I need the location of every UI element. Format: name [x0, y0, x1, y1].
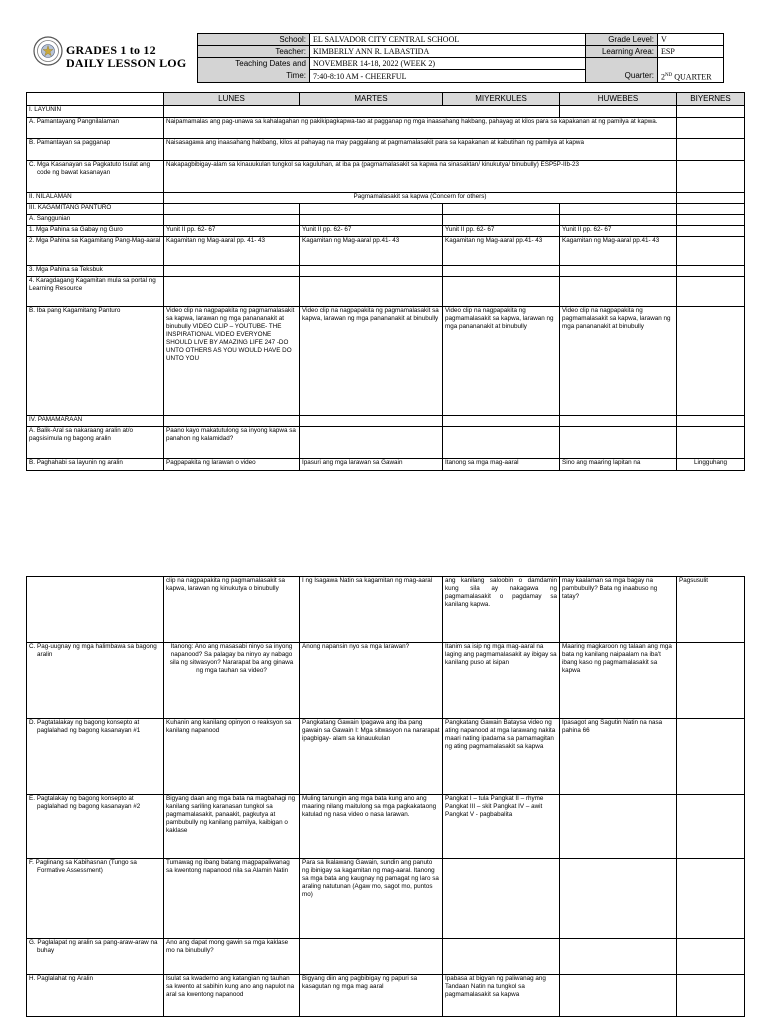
kasanayan-text: Nakapagbibigay-alam sa kinauukulan tungkol sa kaguluhan, at iba pa (pagmamalasakit sa kapwa na sinasaktan/ kinukutya/ binubully) ESP5P-IIb-23	[164, 161, 677, 193]
table-cell	[677, 859, 745, 939]
empty-cell	[300, 266, 443, 277]
row-label-sanggunian: A. Sanggunian	[27, 215, 164, 226]
table-cell	[443, 859, 560, 939]
table-cell: Itanong: Ano ang masasabi ninyo sa inyong napanood? Sa palagay ba ninyo ay nabago sila ng sitwasyon? Nararapat ba ang ginawa ng mga tauhan sa video?	[164, 643, 300, 719]
grade-level-value: V	[658, 34, 724, 46]
table-cell	[677, 939, 745, 975]
table-cell	[443, 939, 560, 975]
day-header-biyernes: BIYERNES	[677, 93, 745, 106]
empty-cell	[677, 277, 745, 307]
empty-cell	[677, 106, 745, 118]
empty-cell	[164, 416, 300, 427]
quarter-label-spacer	[586, 58, 658, 70]
table-cell	[677, 226, 745, 237]
empty-cell	[677, 139, 745, 161]
school-label: School:	[198, 34, 310, 46]
empty-cell	[164, 204, 300, 215]
table-cell: Pangkat I – tula Pangkat II – rhyme Pangkat III – skit Pangkat IV – awit Pangkat V - pagbabalita	[443, 795, 560, 859]
row-label-kasanayan: C. Mga Kasanayan sa Pagkatuto Isulat ang code ng bawat kasanayan	[27, 161, 164, 193]
table-cell: Yunit II pp. 62- 67	[164, 226, 300, 237]
table-cell	[677, 643, 745, 719]
table-cell: Yunit II pp. 62- 67	[300, 226, 443, 237]
teacher-label: Teacher:	[198, 46, 310, 58]
pamantayang-pangnilalaman-text: Naipamamalas ang pag-unawa sa kahalagahan ng pakikipagkapwa-tao at pagganap ng mga inaasahang hakbang, pahayag at kilos para sa kapakanan at ng pamilya at kapwa.	[164, 118, 677, 139]
row-label-nilalaman: II. NILALAMAN	[27, 193, 164, 204]
table-cell	[560, 859, 677, 939]
table-cell: I ng Isagawa Natin sa kagamitan ng mag-aaral	[300, 577, 443, 643]
empty-cell	[443, 266, 560, 277]
table-cell	[300, 427, 443, 459]
table-cell: Itanim sa isip ng mga mag-aaral na laging ang pagmamalasakit ay ibigay sa kanilang puso at isipan	[443, 643, 560, 719]
school-value: EL SALVADOR CITY CENTRAL SCHOOL	[310, 34, 586, 46]
empty-cell	[164, 106, 560, 118]
day-header-lunes: LUNES	[164, 93, 300, 106]
row-label-teksbuk: 3. Mga Pahina sa Teksbuk	[27, 266, 164, 277]
row-label-pagtatalakay-1: D. Pagtatalakay ng bagong konsepto at paglalahad ng bagong kasanayan #1	[27, 719, 164, 795]
learning-area-value: ESP	[658, 46, 724, 58]
table-cell: Pagpapakita ng larawan o video	[164, 459, 300, 471]
day-header-miyerkules: MIYERKULES	[443, 93, 560, 106]
table-cell	[300, 939, 443, 975]
table-cell	[560, 939, 677, 975]
table-cell	[677, 427, 745, 459]
empty-cell	[300, 416, 443, 427]
page-2	[0, 512, 768, 1024]
table-cell	[560, 427, 677, 459]
table-cell: Kagamitan ng Mag-aaral pp.41- 43	[443, 237, 560, 266]
empty-cell	[560, 266, 677, 277]
quarter-value-spacer	[658, 58, 724, 70]
corner-cell	[27, 93, 164, 106]
empty-cell	[677, 161, 745, 193]
quarter-number: 2	[661, 72, 665, 82]
table-cell: Pagsusulit	[677, 577, 745, 643]
table-cell	[677, 975, 745, 1017]
form-title-line1: GRADES 1 to 12	[66, 43, 156, 57]
row-label-pag-uugnay: C. Pag-uugnay ng mga halimbawa sa bagong aralin	[27, 643, 164, 719]
table-cell: Ano ang dapat mong gawin sa mga kaklase mo na binubully?	[164, 939, 300, 975]
row-label-paglinang: F. Paglinang sa Kabihasnan (Tungo sa Formative Assessment)	[27, 859, 164, 939]
time-label: Time:	[198, 70, 310, 83]
empty-cell	[443, 215, 560, 226]
table-cell: Video clip na nagpapakita ng pagmamalasakit sa kapwa, larawan ng mga panananakit at binubully	[560, 307, 677, 416]
row-label-kagamitang-pang-mag-aaral: 2. Mga Pahina sa Kagamitang Pang-Mag-aaral	[27, 237, 164, 266]
row-label-iba-pang-kagamitan: B. Iba pang Kagamitang Panturo	[27, 307, 164, 416]
table-cell: Itanong sa mga mag-aaral	[443, 459, 560, 471]
table-cell: Muling tanungin ang mga bata kung ano ang maaring nilang maitulong sa mga pagkakataong katulad ng nasa video o nasa larawan.	[300, 795, 443, 859]
table-cell: Yunit II pp. 62- 67	[560, 226, 677, 237]
table-cell: Para sa Ikalawang Gawain, sundin ang panuto ng ibinigay sa kagamitan ng mag-aaral. Itanong sa mga bata ang kaugnay ng pamagat ng laro sa araling natutunan (Agaw mo, sagot mo, puntos mo)	[300, 859, 443, 939]
table-cell: Pangkatang Gawain Ipagawa ang iba pang gawain sa Gawain I: Mga sitwasyon na nararapat ipagbigay- alam sa kinauukulan	[300, 719, 443, 795]
empty-cell	[560, 215, 677, 226]
lesson-log-table-page2	[26, 576, 745, 1017]
section-layunin: I. LAYUNIN	[27, 106, 164, 118]
table-cell: ang kanilang saloobin o damdamin kung sila ay nakagawa ng pagmamalasakit o pagdamay sa kanilang kapwa.	[443, 577, 560, 643]
empty-cell	[677, 416, 745, 427]
table-cell	[677, 237, 745, 266]
row-label-karagdagang-kagamitan: 4. Karagdagang Kagamitan mula sa portal ng Learning Resource	[27, 277, 164, 307]
form-title	[66, 44, 186, 70]
empty-cell	[300, 215, 443, 226]
table-cell: Bigyang daan ang mga bata na magbahagi ng kanilang sariling karanasan tungkol sa pagmamalasakit, panaakit, pagkutya at pambubully ng kanilang pamilya, kaibigan o kaklase	[164, 795, 300, 859]
teaching-dates-value: NOVEMBER 14-18, 2022 (WEEK 2)	[310, 58, 586, 70]
empty-cell	[443, 416, 560, 427]
table-cell: Ipasagot ang Sagutin Natin na nasa pahina 66	[560, 719, 677, 795]
quarter-label: Quarter:	[586, 70, 658, 83]
teaching-dates-label: Teaching Dates and	[198, 58, 310, 70]
table-cell: Kagamitan ng Mag-aaral pp. 41- 43	[164, 237, 300, 266]
row-label-pamantayang-pangnilalaman: A. Pamantayang Pangnilalaman	[27, 118, 164, 139]
table-cell: Pangkatang Gawain Bataysa video ng ating napanood at mga larawang nakita maari nating ipadama sa pamamagitan ng ating pagmamalasakit sa kapwa	[443, 719, 560, 795]
day-header-huwebes: HUWEBES	[560, 93, 677, 106]
empty-cell	[443, 277, 560, 307]
table-cell	[677, 307, 745, 416]
section-kagamitang-panturo: III. KAGAMITANG PANTURO	[27, 204, 164, 215]
empty-cell	[560, 204, 677, 215]
table-cell	[560, 795, 677, 859]
deped-seal-icon	[33, 36, 63, 66]
table-cell: may kaalaman sa mga bagay na pambubully? Bata ng inaabuso ng tatay?	[560, 577, 677, 643]
day-header-martes: MARTES	[300, 93, 443, 106]
empty-cell	[677, 266, 745, 277]
empty-cell	[677, 118, 745, 139]
quarter-value	[658, 70, 724, 83]
table-cell	[677, 719, 745, 795]
table-cell: Tumawag ng ibang batang magpapaliwanag sa kwentong napanood nila sa Alamin Natin	[164, 859, 300, 939]
table-cell: Yunit II pp. 62- 67	[443, 226, 560, 237]
empty-cell	[300, 204, 443, 215]
table-cell: Video clip na nagpapakita ng pagmamalasakit sa kapwa, larawan ng mga panananakit at binubully	[300, 307, 443, 416]
nilalaman-text: Pagmamalasakit sa kapwa (Concern for others)	[164, 193, 677, 204]
grade-level-label: Grade Level:	[586, 34, 658, 46]
empty-cell	[560, 277, 677, 307]
empty-cell	[164, 266, 300, 277]
lesson-log-table-page1	[26, 92, 745, 471]
table-cell: Ipabasa at bigyan ng paliwanag ang Tandaan Natin na tungkol sa pagmamalasakit sa kapwa	[443, 975, 560, 1017]
quarter-suffix: ND	[665, 72, 673, 78]
empty-cell	[677, 204, 745, 215]
table-cell: Kagamitan ng Mag-aaral pp.41- 43	[560, 237, 677, 266]
learning-area-label: Learning Area:	[586, 46, 658, 58]
table-cell: Video clip na nagpapakita ng pagmamalasakit sa kapwa, larawan ng mga panananakit at binubully	[443, 307, 560, 416]
teacher-value: KIMBERLY ANN R. LABASTIDA	[310, 46, 586, 58]
table-cell: Isulat sa kwaderno ang katangian ng tauhan sa kwento at sabihin kung ano ang napulot na aral sa kwentong napanood	[164, 975, 300, 1017]
row-label-pamantayan-sa-pagganap: B. Pamantayan sa pagganap	[27, 139, 164, 161]
empty-cell	[164, 215, 300, 226]
row-label-paghahabi: B. Paghahabi sa layunin ng aralin	[27, 459, 164, 471]
table-cell: Sino ang maaring lapitan na	[560, 459, 677, 471]
quarter-word: QUARTER	[672, 72, 712, 82]
row-label-paglalapat: G. Paglalapat ng aralin sa pang-araw-araw na buhay	[27, 939, 164, 975]
form-title-line2: DAILY LESSON LOG	[66, 56, 187, 70]
table-cell: Bigyang diin ang pagbibigay ng papuri sa kasagutan ng mga mag aaral	[300, 975, 443, 1017]
empty-cell	[560, 416, 677, 427]
row-label-gabay-ng-guro: 1. Mga Pahina sa Gabay ng Guro	[27, 226, 164, 237]
table-cell: Ipasuri ang mga larawan sa Gawain	[300, 459, 443, 471]
row-label-balik-aral: A. Balik-Aral sa nakaraang aralin at/o pagsisimula ng bagong aralin	[27, 427, 164, 459]
empty-cell	[164, 277, 300, 307]
pamantayan-sa-pagganap-text: Naisasagawa ang inaasahang hakbang, kilos at pahayag na may paggalang at pagmamalasakit para sa kapakanan at kabutihan ng pamilya at kapwa	[164, 139, 677, 161]
row-label-pagtalakay-2: E. Pagtalakay ng bagong konsepto at paglalahad ng bagong kasanayan #2	[27, 795, 164, 859]
table-cell: clip na nagpapakita ng pagmamalasakit sa kapwa, larawan ng kinukutya o binubully	[164, 577, 300, 643]
table-cell	[443, 427, 560, 459]
header-info-table	[197, 33, 724, 83]
empty-cell	[27, 577, 164, 643]
table-cell: Video clip na nagpapakita ng pagmamalasakit sa kapwa, larawan ng mga panananakit at binubully VIDEO CLIP – YOUTUBE- THE INSPIRATIONAL VIDEO EVERYONE SHOULD LIVE BY AMAZING LIFE 247 -DO UNTO OTHERS AS YOU WOULD HAVE DO UNTO YOU	[164, 307, 300, 416]
table-cell: Maaring magkaroon ng talaan ang mga bata ng kanilang naipaalam na iba't ibang kaso ng pagmamalasakit sa kapwa	[560, 643, 677, 719]
time-value: 7:40-8:10 AM - CHEERFUL	[310, 70, 586, 83]
table-cell: Lingguhang	[677, 459, 745, 471]
table-cell	[677, 795, 745, 859]
empty-cell	[677, 193, 745, 204]
table-cell: Kuhanin ang kanilang opinyon o reaksyon sa kanilang napanood	[164, 719, 300, 795]
empty-cell	[560, 106, 677, 118]
empty-cell	[677, 215, 745, 226]
row-label-paglalahat: H. Paglalahat ng Aralin	[27, 975, 164, 1017]
table-cell	[560, 975, 677, 1017]
table-cell: Kagamitan ng Mag-aaral pp.41- 43	[300, 237, 443, 266]
empty-cell	[300, 277, 443, 307]
section-pamamaraan: IV. PAMAMARAAN	[27, 416, 164, 427]
table-cell: Anong napansin nyo sa mga larawan?	[300, 643, 443, 719]
empty-cell	[443, 204, 560, 215]
table-cell: Paano kayo makatutulong sa inyong kapwa sa panahon ng kalamidad?	[164, 427, 300, 459]
